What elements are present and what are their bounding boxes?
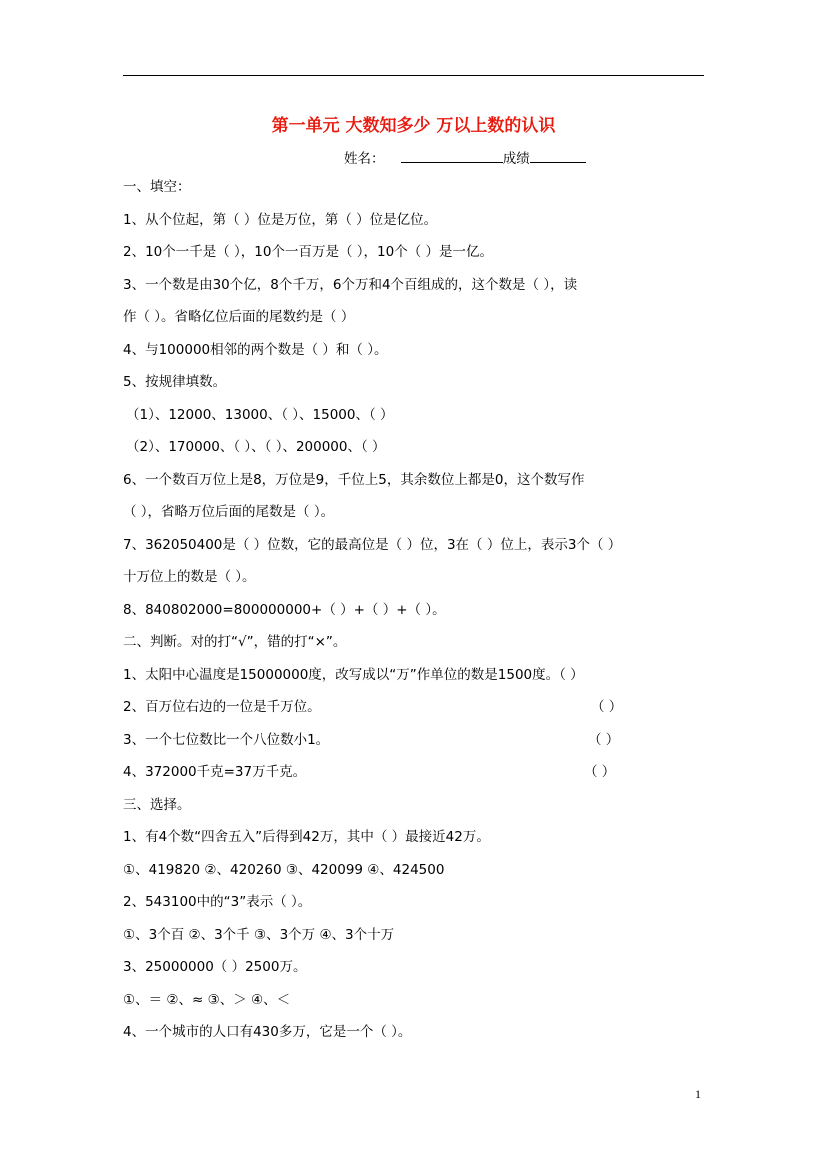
question-choice-1: 1、有4个数“四舍五入”后得到42万，其中（ ）最接近42万。 (123, 829, 490, 845)
choice-3-options: ①、＝ ②、≈ ③、＞ ④、＜ (123, 992, 291, 1008)
question-judge-4: 4、372000千克=37万千克。 (123, 764, 307, 780)
question-fill-5: 5、按规律填数。 (123, 374, 227, 390)
question-choice-2: 2、543100中的“3”表示（ ）。 (123, 894, 312, 910)
question-fill-1: 1、从个位起，第（ ）位是万位，第（ ）位是亿位。 (123, 212, 438, 228)
section-judge-heading: 二、判断。对的打“√”，错的打“×”。 (123, 634, 347, 650)
question-choice-4: 4、一个城市的人口有430多万，它是一个（ ）。 (123, 1024, 412, 1040)
question-fill-4: 4、与100000相邻的两个数是（ ）和（ ）。 (123, 342, 388, 358)
question-judge-1: 1、太阳中心温度是15000000度，改写成以“万”作单位的数是1500度。（ ） (123, 667, 584, 683)
question-fill-2: 2、10个一千是（ ），10个一百万是（ ），10个（ ）是一亿。 (123, 244, 493, 260)
judge-3-bracket[interactable]: （ ） (588, 732, 620, 748)
question-judge-3: 3、一个七位数比一个八位数小1。 (123, 732, 330, 748)
question-fill-3: 3、一个数是由30个亿，8个千万，6个万和4个百组成的，这个数是（ ），读 (123, 277, 578, 293)
question-fill-5-2: （2）、170000、（ ）、（ ）、200000、（ ） (126, 439, 386, 455)
student-info (344, 148, 586, 169)
judge-2-bracket[interactable]: （ ） (591, 699, 623, 715)
question-choice-3: 3、25000000（ ）2500万。 (123, 959, 307, 975)
judge-4-bracket[interactable]: （ ） (584, 764, 616, 780)
question-fill-8: 8、840802000=800000000+（ ）+（ ）+（ ）。 (123, 602, 446, 618)
question-fill-3-cont: 作（ ）。省略亿位后面的尾数约是（ ） (123, 309, 355, 325)
question-fill-6: 6、一个数百万位上是8，万位是9，千位上5，其余数位上都是0，这个数写作 (123, 472, 585, 488)
score-label: 成绩 (502, 151, 530, 167)
question-fill-6-cont: （ ），省略万位后面的尾数是（ ）。 (123, 504, 335, 520)
section-fill-blank-heading: 一、填空： (123, 179, 191, 195)
name-label: 姓名： (344, 151, 385, 167)
score-field[interactable] (530, 148, 586, 163)
worksheet-title: 第一单元 大数知多少 万以上数的认识 (271, 116, 556, 136)
page-number: 1 (695, 1087, 701, 1101)
header-rule (123, 75, 704, 76)
choice-2-options: ①、3个百 ②、3个千 ③、3个万 ④、3个十万 (123, 927, 395, 943)
question-judge-2: 2、百万位右边的一位是千万位。 (123, 699, 321, 715)
question-fill-7-cont: 十万位上的数是（ ）。 (123, 569, 256, 585)
name-field[interactable] (401, 148, 503, 163)
section-choice-heading: 三、选择。 (123, 797, 191, 813)
choice-1-options: ①、419820 ②、420260 ③、420099 ④、424500 (123, 862, 445, 878)
question-fill-7: 7、362050400是（ ）位数，它的最高位是（ ）位，3在（ ）位上，表示3个（ ） (123, 537, 622, 553)
question-fill-5-1: （1）、12000、13000、（ ）、15000、（ ） (126, 407, 394, 423)
